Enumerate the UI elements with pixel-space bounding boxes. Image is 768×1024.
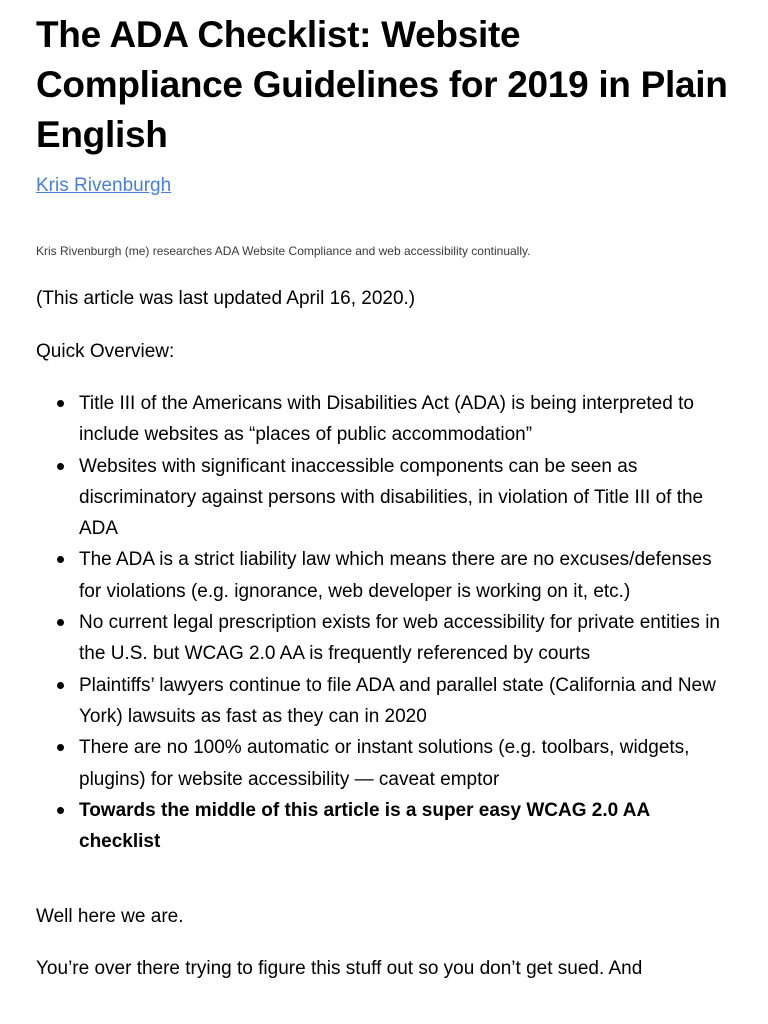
list-item-text: Title III of the Americans with Disabilities Act (ADA) is being interpreted to include websites as “places of public accommodation” [79,393,694,446]
list-item-text: Towards the middle of this article is a super easy WCAG 2.0 AA checklist [79,799,650,853]
bullet-icon [57,556,64,563]
bullet-icon [57,744,64,751]
list-item [79,607,732,670]
bullet-icon [57,807,64,814]
body-paragraph: You’re over there trying to figure this stuff out so you don’t get sued. And [36,958,643,980]
bullet-icon [57,463,64,470]
list-item-text: There are no 100% automatic or instant solutions (e.g. toolbars, widgets, plugins) for website accessibility — caveat emptor [79,737,690,790]
list-item-highlight [79,795,732,858]
list-item [79,388,732,451]
list-item [79,732,732,795]
list-item-text: No current legal prescription exists for web accessibility for private entities in the U.S. but WCAG 2.0 AA is frequently referenced by courts [79,612,720,665]
article-title: The ADA Checklist: Website Compliance Guidelines for 2019 in Plain English [36,14,728,155]
bullet-icon [57,682,64,689]
last-updated-note: (This article was last updated April 16, 2020.) [36,288,416,309]
quick-overview-label: Quick Overview: [36,341,175,362]
author-link[interactable]: Kris Rivenburgh [36,175,172,196]
list-item [79,451,732,545]
list-item [79,670,732,733]
author-caption: Kris Rivenburgh (me) researches ADA Website Compliance and web accessibility continually. [36,244,531,258]
list-item [79,544,732,607]
overview-list [36,388,732,857]
list-item-text: Plaintiffs’ lawyers continue to file ADA and parallel state (California and New York) lawsuits as fast as they can in 2020 [79,674,716,727]
list-item-text: Websites with significant inaccessible components can be seen as discriminatory against persons with disabilities, in violation of Title III of the ADA [79,455,704,540]
body-paragraph: Well here we are. [36,906,184,928]
list-item-text: The ADA is a strict liability law which means there are no excuses/defenses for violations (e.g. ignorance, web developer is working on it, etc.) [79,549,712,602]
bullet-icon [57,400,64,407]
bullet-icon [57,619,64,626]
